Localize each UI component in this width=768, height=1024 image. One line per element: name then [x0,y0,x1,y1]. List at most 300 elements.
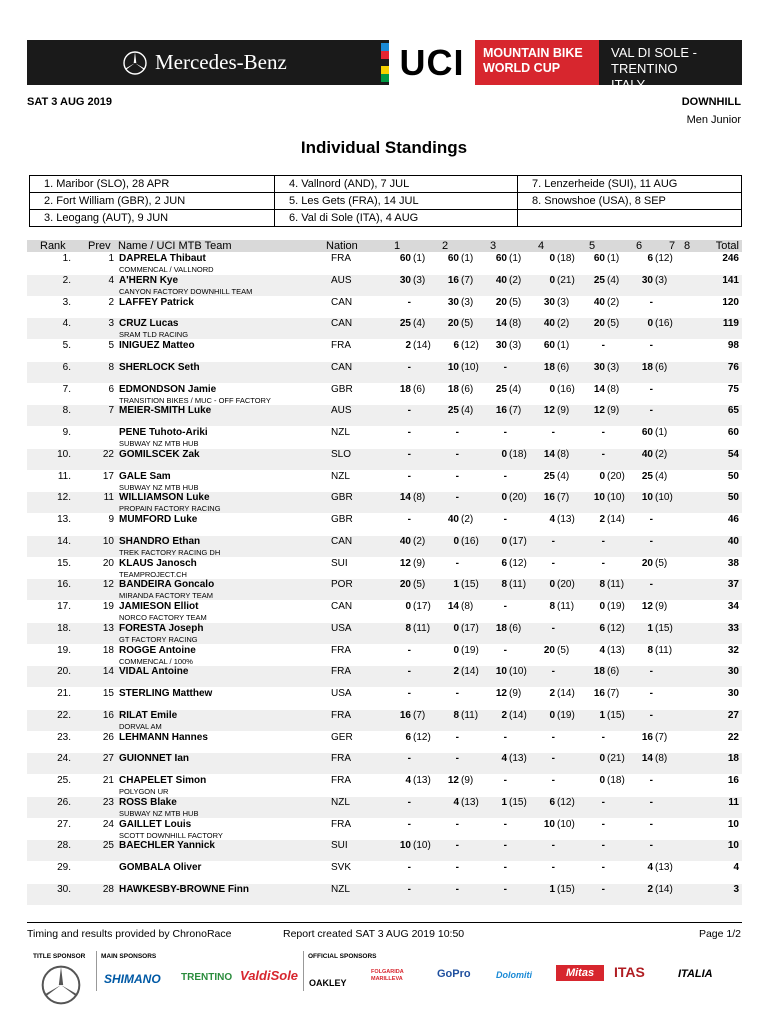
prev-cell: 24 [102,818,114,830]
race-position: (13) [655,862,673,873]
team-name: TREK FACTORY RACING DH [119,547,221,557]
race-points: - [455,492,459,504]
total-cell: 246 [722,253,739,264]
race-position: (10) [413,840,431,852]
race-points: 10 [447,361,459,373]
nation-cell: FRA [331,253,351,264]
rank-cell: 15. [57,557,71,569]
race-points: - [455,470,459,482]
valdisole-logo: ValdiSole [240,968,299,983]
uci-logo: UCI [389,40,475,85]
race-points: 0 [501,535,507,547]
race-cell [518,210,742,227]
race-position: (20) [607,470,625,482]
rank-cell: 9. [62,427,71,438]
race-points: 25 [447,405,459,417]
race-position: (5) [655,557,668,569]
race-position: (8) [461,601,474,612]
race-points: 16 [447,274,459,286]
race-points: 30 [399,274,411,286]
rank-cell: 1. [62,253,71,264]
total-cell: 60 [727,427,739,438]
race-points: 2 [405,340,411,351]
standings-header [27,240,742,252]
race-cell: 8. Snowshoe (USA), 8 SEP [518,193,742,210]
rank-cell: 28. [57,840,71,852]
trentino-logo: TRENTINO [181,972,233,983]
race-position: (9) [557,405,570,417]
race-cell: 2. Fort William (GBR), 2 JUN [30,193,275,210]
race-points: 1 [501,796,507,808]
race-position: (20) [509,492,527,504]
race-position: (21) [607,753,625,765]
table-row [27,797,742,818]
total-cell: 18 [727,753,739,765]
race-position: (9) [461,775,474,786]
rank-cell: 4. [62,318,71,330]
table-row [27,449,742,470]
race-points: - [407,405,411,417]
race-points: 8 [647,644,653,656]
race-position: (4) [655,470,668,482]
race-points: - [649,535,653,547]
table-row [27,536,742,557]
rider-name: MEIER-SMITH Luke [119,405,212,417]
race-points: 25 [593,274,605,286]
race-position: (6) [509,622,522,634]
race-points: 60 [447,253,459,264]
prev-cell: 17 [102,470,114,482]
race-points: - [601,427,605,438]
race-position: (8) [557,448,570,460]
total-cell: 27 [727,709,739,721]
race-points: - [649,688,653,699]
race-points: 2 [453,666,459,678]
race-points: 2 [501,709,507,721]
team-name: SUBWAY NZ MTB HUB [119,482,199,492]
race-points: 40 [543,318,555,330]
rank-cell: 2. [62,274,71,286]
race-position: (6) [413,383,426,395]
race-points: 30 [495,340,507,351]
total-cell: 32 [727,644,739,656]
rider-name: CRUZ Lucas [119,318,179,330]
race-points: - [601,535,605,547]
race-position: (13) [413,775,431,786]
prev-cell: 11 [103,492,114,504]
footer-divider [27,922,742,923]
total-cell: 4 [733,862,739,873]
report-created: Report created SAT 3 AUG 2019 10:50 [283,928,465,940]
table-row [27,623,742,644]
race-points: 0 [405,601,411,612]
race-points: 16 [495,405,507,417]
race-position: (2) [509,274,522,286]
race-points: 18 [447,383,459,395]
series-name-line1: MOUNTAIN BIKE [483,46,583,60]
nation-cell: SLO [331,448,352,460]
race-points: 8 [599,579,605,591]
rider-name: ROSS Blake [119,796,177,808]
race-points: 0 [599,601,605,612]
rider-name: GALE Sam [119,470,171,482]
race-points: - [455,840,459,852]
table-row [27,819,742,840]
race-points: 1 [599,709,605,721]
race-points: - [407,818,411,830]
race-points: - [503,775,507,786]
rider-name: A'HERN Kye [119,274,179,286]
race-position: (14) [655,883,673,895]
prev-cell: 8 [108,361,114,373]
table-row [27,405,742,426]
race-points: - [503,601,507,612]
race-points: 10 [593,492,605,504]
race-points: - [503,361,507,373]
race-position: (12) [413,731,431,743]
rank-cell: 26. [57,796,71,808]
race-points: - [503,470,507,482]
table-row [27,645,742,666]
race-points: 18 [593,666,605,678]
race-points: - [503,818,507,830]
race-points: - [649,709,653,721]
total-cell: 34 [727,601,739,612]
prev-cell: 4 [108,274,114,286]
rank-cell: 23. [57,731,71,743]
rank-cell: 7. [62,383,71,395]
rank-cell: 5. [62,340,71,351]
table-row [27,753,742,774]
rider-name: DAPRELA Thibaut [119,253,206,264]
race-points: 30 [447,296,459,308]
race-points: - [407,361,411,373]
race-position: (13) [557,514,575,525]
race-points: - [649,840,653,852]
race-position: (14) [461,666,479,678]
race-points: 30 [593,361,605,373]
race-points: 25 [399,318,411,330]
race-position: (6) [607,666,620,678]
rider-name: WILLIAMSON Luke [119,492,210,504]
race-position: (10) [509,666,527,678]
world-cup-logo [475,40,599,85]
prev-cell: 26 [102,731,114,743]
rank-cell: 17. [57,601,71,612]
prev-cell: 19 [102,601,114,612]
race-points: 0 [599,753,605,765]
race-position: (12) [557,796,575,808]
table-row [27,492,742,513]
race-position: (8) [655,753,668,765]
race-position: (2) [557,318,570,330]
race-cell: 7. Lenzerheide (SUI), 11 AUG [518,176,742,193]
race-points: 40 [593,296,605,308]
race-position: (19) [557,709,575,721]
rider-name: FORESTA Joseph [119,622,204,634]
race-position: (17) [413,601,431,612]
race-position: (2) [607,296,620,308]
total-cell: 46 [727,514,739,525]
col-r6: 6 [636,240,643,252]
prev-cell: 22 [102,448,114,460]
race-position: (3) [557,296,570,308]
table-row [27,514,742,535]
rank-cell: 19. [57,644,71,656]
nation-cell: FRA [331,644,351,656]
venue-line1: VAL DI SOLE - TRENTINO [611,45,697,76]
race-points: 20 [641,557,653,569]
nation-cell: SUI [331,557,348,569]
race-points: - [601,818,605,830]
race-points: 14 [495,318,507,330]
race-position: (1) [413,253,426,264]
table-row [27,601,742,622]
race-points: - [407,427,411,438]
race-position: (10) [607,492,625,504]
race-points: - [455,731,459,743]
race-points: - [407,644,411,656]
race-points: - [503,862,507,873]
rank-cell: 14. [57,535,71,547]
rank-cell: 18. [57,622,71,634]
race-points: 6 [599,622,605,634]
race-points: 25 [495,383,507,395]
table-row [27,579,742,600]
rider-name: VIDAL Antoine [119,666,189,678]
prev-cell: 6 [108,383,114,395]
race-position: (16) [461,535,479,547]
race-position: (5) [413,579,426,591]
race-position: (11) [557,601,575,612]
rank-cell: 8. [62,405,71,417]
nation-cell: CAN [331,361,353,373]
race-points: - [649,296,653,308]
nation-cell: SVK [331,862,352,873]
uci-stripes [381,43,389,82]
race-points: 0 [453,622,459,634]
table-row [27,362,742,383]
race-points: 0 [501,492,507,504]
race-position: (1) [607,253,620,264]
prev-cell: 27 [102,753,114,765]
col-prev: Prev [88,240,111,252]
race-points: 2 [647,883,653,895]
race-position: (20) [557,579,575,591]
col-r7: 7 [669,240,676,252]
race-points: 25 [543,470,555,482]
rank-cell: 30. [57,883,71,895]
race-row [30,210,742,227]
race-points: - [407,666,411,678]
race-points: - [649,775,653,786]
col-r1: 1 [394,240,401,252]
race-points: 1 [647,622,653,634]
race-position: (2) [413,535,426,547]
race-position: (7) [461,274,474,286]
race-points: 4 [599,644,605,656]
race-points: - [601,731,605,743]
race-points: 18 [399,383,411,395]
nation-cell: FRA [331,709,351,721]
race-position: (17) [509,535,527,547]
race-position: (16) [557,383,575,395]
rider-name: SHERLOCK Seth [119,361,200,373]
team-name: SUBWAY NZ MTB HUB [119,808,199,818]
race-position: (12) [509,557,527,569]
rider-name: SHANDRO Ethan [119,535,201,547]
race-points: 6 [549,796,555,808]
header-banner [27,40,742,92]
race-points: 1 [453,579,459,591]
race-points: - [407,862,411,873]
race-points: - [503,883,507,895]
team-name: PROPAIN FACTORY RACING [119,504,221,514]
race-position: (9) [655,601,668,612]
total-cell: 76 [727,361,739,373]
total-cell: 3 [733,883,739,895]
nation-cell: FRA [331,818,351,830]
mitas-logo: Mitas [556,965,604,981]
race-points: - [503,731,507,743]
race-points: - [503,840,507,852]
page-number: Page 1/2 [698,928,741,940]
official-sponsors-label: OFFICIAL SPONSORS [308,953,377,960]
table-row [27,884,742,905]
race-points: 0 [549,274,555,286]
race-points: 4 [405,775,411,786]
race-points: 10 [641,492,653,504]
race-position: (18) [607,775,625,786]
race-points: 20 [543,644,555,656]
race-position: (12) [461,340,479,351]
race-points: - [551,535,555,547]
race-points: 6 [501,557,507,569]
team-name: COMMENCAL / 100% [119,656,193,666]
race-points: - [407,796,411,808]
col-r4: 4 [538,240,545,252]
race-position: (8) [413,492,426,504]
race-points: 20 [447,318,459,330]
race-points: 60 [593,253,605,264]
race-points: 4 [453,796,459,808]
nation-cell: NZL [331,470,350,482]
prev-cell: 3 [108,318,114,330]
total-cell: 38 [727,557,739,569]
race-points: 14 [641,753,653,765]
team-name: TEAMPROJECT.CH [119,569,187,579]
prev-cell: 2 [108,296,114,308]
total-cell: 119 [722,318,739,330]
race-position: (12) [655,253,673,264]
total-cell: 11 [728,796,739,808]
total-cell: 16 [727,775,739,786]
race-position: (9) [509,688,522,699]
race-position: (3) [461,296,474,308]
rider-name: LEHMANN Hannes [119,731,208,743]
total-cell: 10 [727,818,739,830]
col-r8: 8 [684,240,691,252]
race-points: 40 [641,448,653,460]
race-position: (1) [509,253,522,264]
nation-cell: SUI [331,840,348,852]
folgarida-logo: FOLGARIDA MARILLEVA [371,969,404,982]
race-points: 2 [599,514,605,525]
race-row [30,193,742,210]
table-row [27,558,742,579]
mercedes-star-icon [41,965,81,1005]
prev-cell: 23 [102,796,114,808]
team-name: MIRANDA FACTORY TEAM [119,591,214,601]
timing-credit: Timing and results provided by ChronoRace [27,928,232,940]
table-row [27,427,742,448]
rank-cell: 13. [57,514,71,525]
race-position: (15) [655,622,673,634]
race-points: 0 [549,253,555,264]
shimano-logo: SHIMANO [104,972,161,986]
prev-cell: 12 [102,579,114,591]
race-points: 20 [399,579,411,591]
race-points: 16 [593,688,605,699]
rider-name: GAILLET Louis [119,818,192,830]
race-points: 6 [647,253,653,264]
race-position: (1) [557,340,570,351]
race-position: (11) [413,622,431,634]
race-cell: 6. Val di Sole (ITA), 4 AUG [275,210,518,227]
race-position: (15) [461,579,479,591]
title-sponsor-label: TITLE SPONSOR [33,953,86,960]
race-points: 18 [641,361,653,373]
race-points: - [551,557,555,569]
col-nation: Nation [326,240,358,252]
nation-cell: CAN [331,535,353,547]
race-cell: 5. Les Gets (FRA), 14 JUL [275,193,518,210]
race-position: (10) [655,492,673,504]
race-points: 16 [399,709,411,721]
race-position: (18) [509,448,527,460]
race-points: 16 [543,492,555,504]
race-points: - [551,753,555,765]
team-name: COMMENCAL / VALLNORD [119,265,214,274]
rank-cell: 20. [57,666,71,678]
nation-cell: GER [331,731,353,743]
nation-cell: GBR [331,492,353,504]
rider-name: STERLING Matthew [119,688,213,699]
col-r3: 3 [490,240,497,252]
race-points: 14 [399,492,411,504]
race-position: (11) [655,644,673,656]
total-cell: 22 [727,731,739,743]
race-points: - [503,644,507,656]
race-points: 4 [647,862,653,873]
total-cell: 98 [727,340,739,351]
race-points: - [551,775,555,786]
race-points: 0 [549,383,555,395]
race-position: (21) [557,274,575,286]
race-points: - [649,796,653,808]
sponsor-name: Mercedes-Benz [155,50,287,74]
race-position: (14) [413,340,431,351]
race-points: 10 [399,840,411,852]
rider-name: HAWKESBY-BROWNE Finn [119,883,249,895]
race-points: 18 [543,361,555,373]
race-points: 0 [501,448,507,460]
race-position: (17) [461,622,479,634]
race-points: - [551,666,555,678]
race-position: (3) [607,361,620,373]
nation-cell: GBR [331,514,353,525]
nation-cell: FRA [331,666,351,678]
